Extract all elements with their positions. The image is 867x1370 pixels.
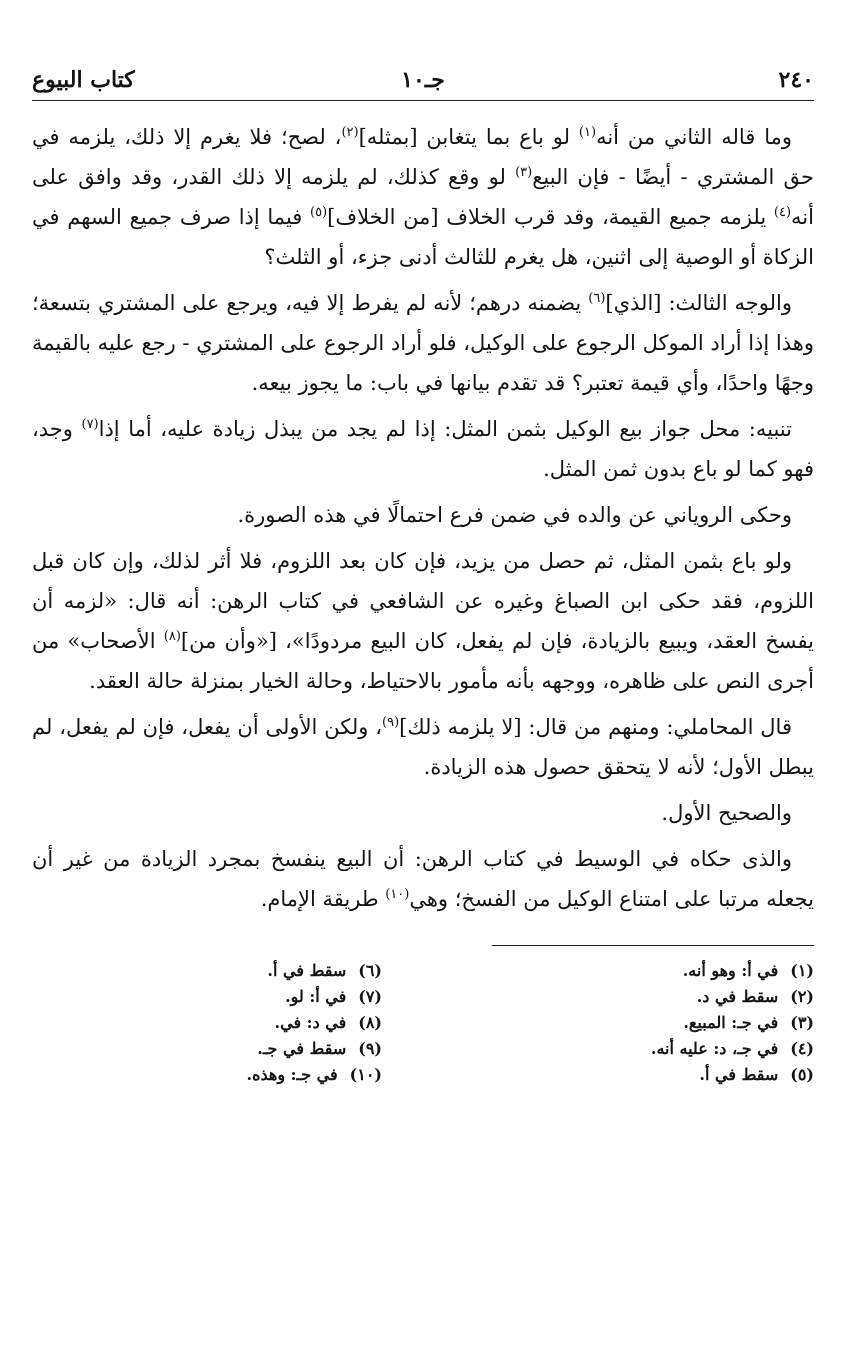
paragraph-text: يلزمه جميع القيمة، وقد قرب الخلاف [من الخلاف] xyxy=(327,205,774,229)
paragraph xyxy=(32,409,814,489)
paragraph xyxy=(32,839,814,919)
footnotes-right-column xyxy=(464,958,814,1088)
footnote-text: في جـ: وهذه. xyxy=(246,1065,338,1084)
paragraph-text: والذى حكاه في الوسيط في كتاب الرهن: أن البيع ينفسخ بمجرد الزيادة من غير أن يجعله مرتبا على امتناع الوكيل من الفسخ؛ وهي xyxy=(32,847,814,911)
footnote-number: (٨) xyxy=(358,1013,382,1032)
footnote-text: في جـ، د: عليه أنه. xyxy=(650,1039,779,1058)
footnote xyxy=(464,984,814,1010)
footnote-marker: (٥) xyxy=(310,205,328,220)
footnote-marker: (١٠) xyxy=(385,887,410,902)
footnotes xyxy=(32,958,814,1088)
paragraph xyxy=(32,707,814,787)
paragraph-text: فيما إذا صرف جميع السهم في الزكاة أو الوصية إلى اثنين، هل يغرم للثالث أدنى جزء، أو الثلث؟ xyxy=(32,205,814,269)
paragraph xyxy=(32,541,814,701)
footnote-rule xyxy=(492,945,814,946)
footnotes-left-column xyxy=(32,958,464,1088)
footnote-number: (٤) xyxy=(790,1039,814,1058)
paragraph xyxy=(32,793,814,833)
footnote xyxy=(32,958,382,984)
footnote-text: في أ: وهو أنه. xyxy=(682,961,779,980)
footnote-number: (٢) xyxy=(790,987,814,1006)
paragraph xyxy=(32,495,814,535)
page-number: ٢٤٠ xyxy=(778,67,814,93)
paragraph-text: ، لصح؛ فلا يغرم إلا ذلك، يلزمه في حق المشتري - أيضًا - فإن البيع xyxy=(32,125,815,189)
footnote-text: في أ: لو. xyxy=(285,987,347,1006)
footnote xyxy=(464,958,814,984)
footnote-text: سقط في د. xyxy=(696,987,779,1006)
paragraph-text: ، ولكن الأولى أن يفعل، فإن لم يفعل، لم يبطل الأول؛ لأنه لا يتحقق حصول هذه الزيادة. xyxy=(32,715,814,779)
footnote-text: في د: في. xyxy=(274,1013,347,1032)
footnote-text: سقط في أ. xyxy=(267,961,347,980)
page-header xyxy=(32,58,814,98)
footnote-number: (٩) xyxy=(358,1039,382,1058)
paragraph-text: الأصحاب» من أجرى النص على ظاهره، ووجهه بأنه مأمور بالاحتياط، وحالة الخيار بمنزلة حالة العقد. xyxy=(32,629,814,693)
paragraph-text: طريقة الإمام. xyxy=(260,887,386,911)
footnote xyxy=(32,1062,382,1088)
footnote-number: (١٠) xyxy=(349,1065,382,1084)
footnote-text: سقط في أ. xyxy=(699,1065,779,1084)
paragraph-text: لو باع بما يتغابن [بمثله] xyxy=(358,125,579,149)
header-rule xyxy=(32,100,814,101)
paragraph-text: والوجه الثالث: [الذي] xyxy=(605,291,792,315)
footnote-marker: (٦) xyxy=(588,291,606,306)
footnote-marker: (٢) xyxy=(341,125,359,140)
footnote-marker: (٣) xyxy=(515,165,533,180)
footnote-number: (٧) xyxy=(358,987,382,1006)
volume-label: جـ١٠ xyxy=(401,67,445,93)
footnote-number: (١) xyxy=(790,961,814,980)
paragraph-text: لو وقع كذلك، لم يلزمه إلا ذلك القدر، وقد وافق على أنه xyxy=(32,165,814,229)
footnote-marker: (١) xyxy=(578,125,597,140)
book-title: كتاب البيوع xyxy=(32,67,135,93)
paragraph-text: تنبيه: محل جواز بيع الوكيل بثمن المثل: إذا لم يجد من يبذل زيادة عليه، أما إذا xyxy=(98,417,792,441)
footnote-marker: (٩) xyxy=(382,715,400,730)
footnote xyxy=(464,1062,814,1088)
paragraph-text: وحكى الروياني عن والده في ضمن فرع احتمالًا في هذه الصورة. xyxy=(237,503,792,527)
footnote xyxy=(32,1010,382,1036)
footnote-text: في جـ: المبيع. xyxy=(683,1013,779,1032)
paragraph-text: يضمنه درهم؛ لأنه لم يفرط إلا فيه، ويرجع على المشتري بتسعة؛ وهذا إذا أراد الموكل الرجوع على الوكيل، فلو أراد الرجوع على المشتري - رجع عليه بالقيمة وجهًا واحدًا، وأي قيمة تعتبر؟ قد تقدم بيانها في باب: ما يجوز بيعه. xyxy=(32,291,814,395)
footnote-number: (٥) xyxy=(790,1065,814,1084)
footnote-marker: (٨) xyxy=(163,629,181,644)
paragraph xyxy=(32,283,814,403)
paragraph-text: قال المحاملي: ومنهم من قال: [لا يلزمه ذلك] xyxy=(399,715,792,739)
footnote-marker: (٤) xyxy=(773,205,792,220)
page xyxy=(32,58,814,1088)
paragraph-text: وما قاله الثاني من أنه xyxy=(596,125,792,149)
footnote xyxy=(464,1010,814,1036)
footnote xyxy=(32,1036,382,1062)
body-text xyxy=(32,117,814,919)
footnote xyxy=(464,1036,814,1062)
footnote-number: (٣) xyxy=(790,1013,814,1032)
footnote-text: سقط في جـ. xyxy=(257,1039,347,1058)
paragraph xyxy=(32,117,814,277)
paragraph-text: والصحيح الأول. xyxy=(661,801,792,825)
paragraph-text: ولو باع بثمن المثل، ثم حصل من يزيد، فإن كان بعد اللزوم، فلا أثر لذلك، وإن كان قبل اللزوم، فقد حكى ابن الصباغ وغيره عن الشافعي في كتاب الرهن: أنه قال: «لزمه أن يفسخ العقد، ويبيع بالزيادة، فإن لم يفعل، كان البيع مردودًا»، [«وأن من] xyxy=(32,549,814,653)
footnote-number: (٦) xyxy=(358,961,382,980)
paragraph-text: وجد، فهو كما لو باع بدون ثمن المثل. xyxy=(32,417,814,481)
footnote xyxy=(32,984,382,1010)
footnote-marker: (٧) xyxy=(81,417,99,432)
